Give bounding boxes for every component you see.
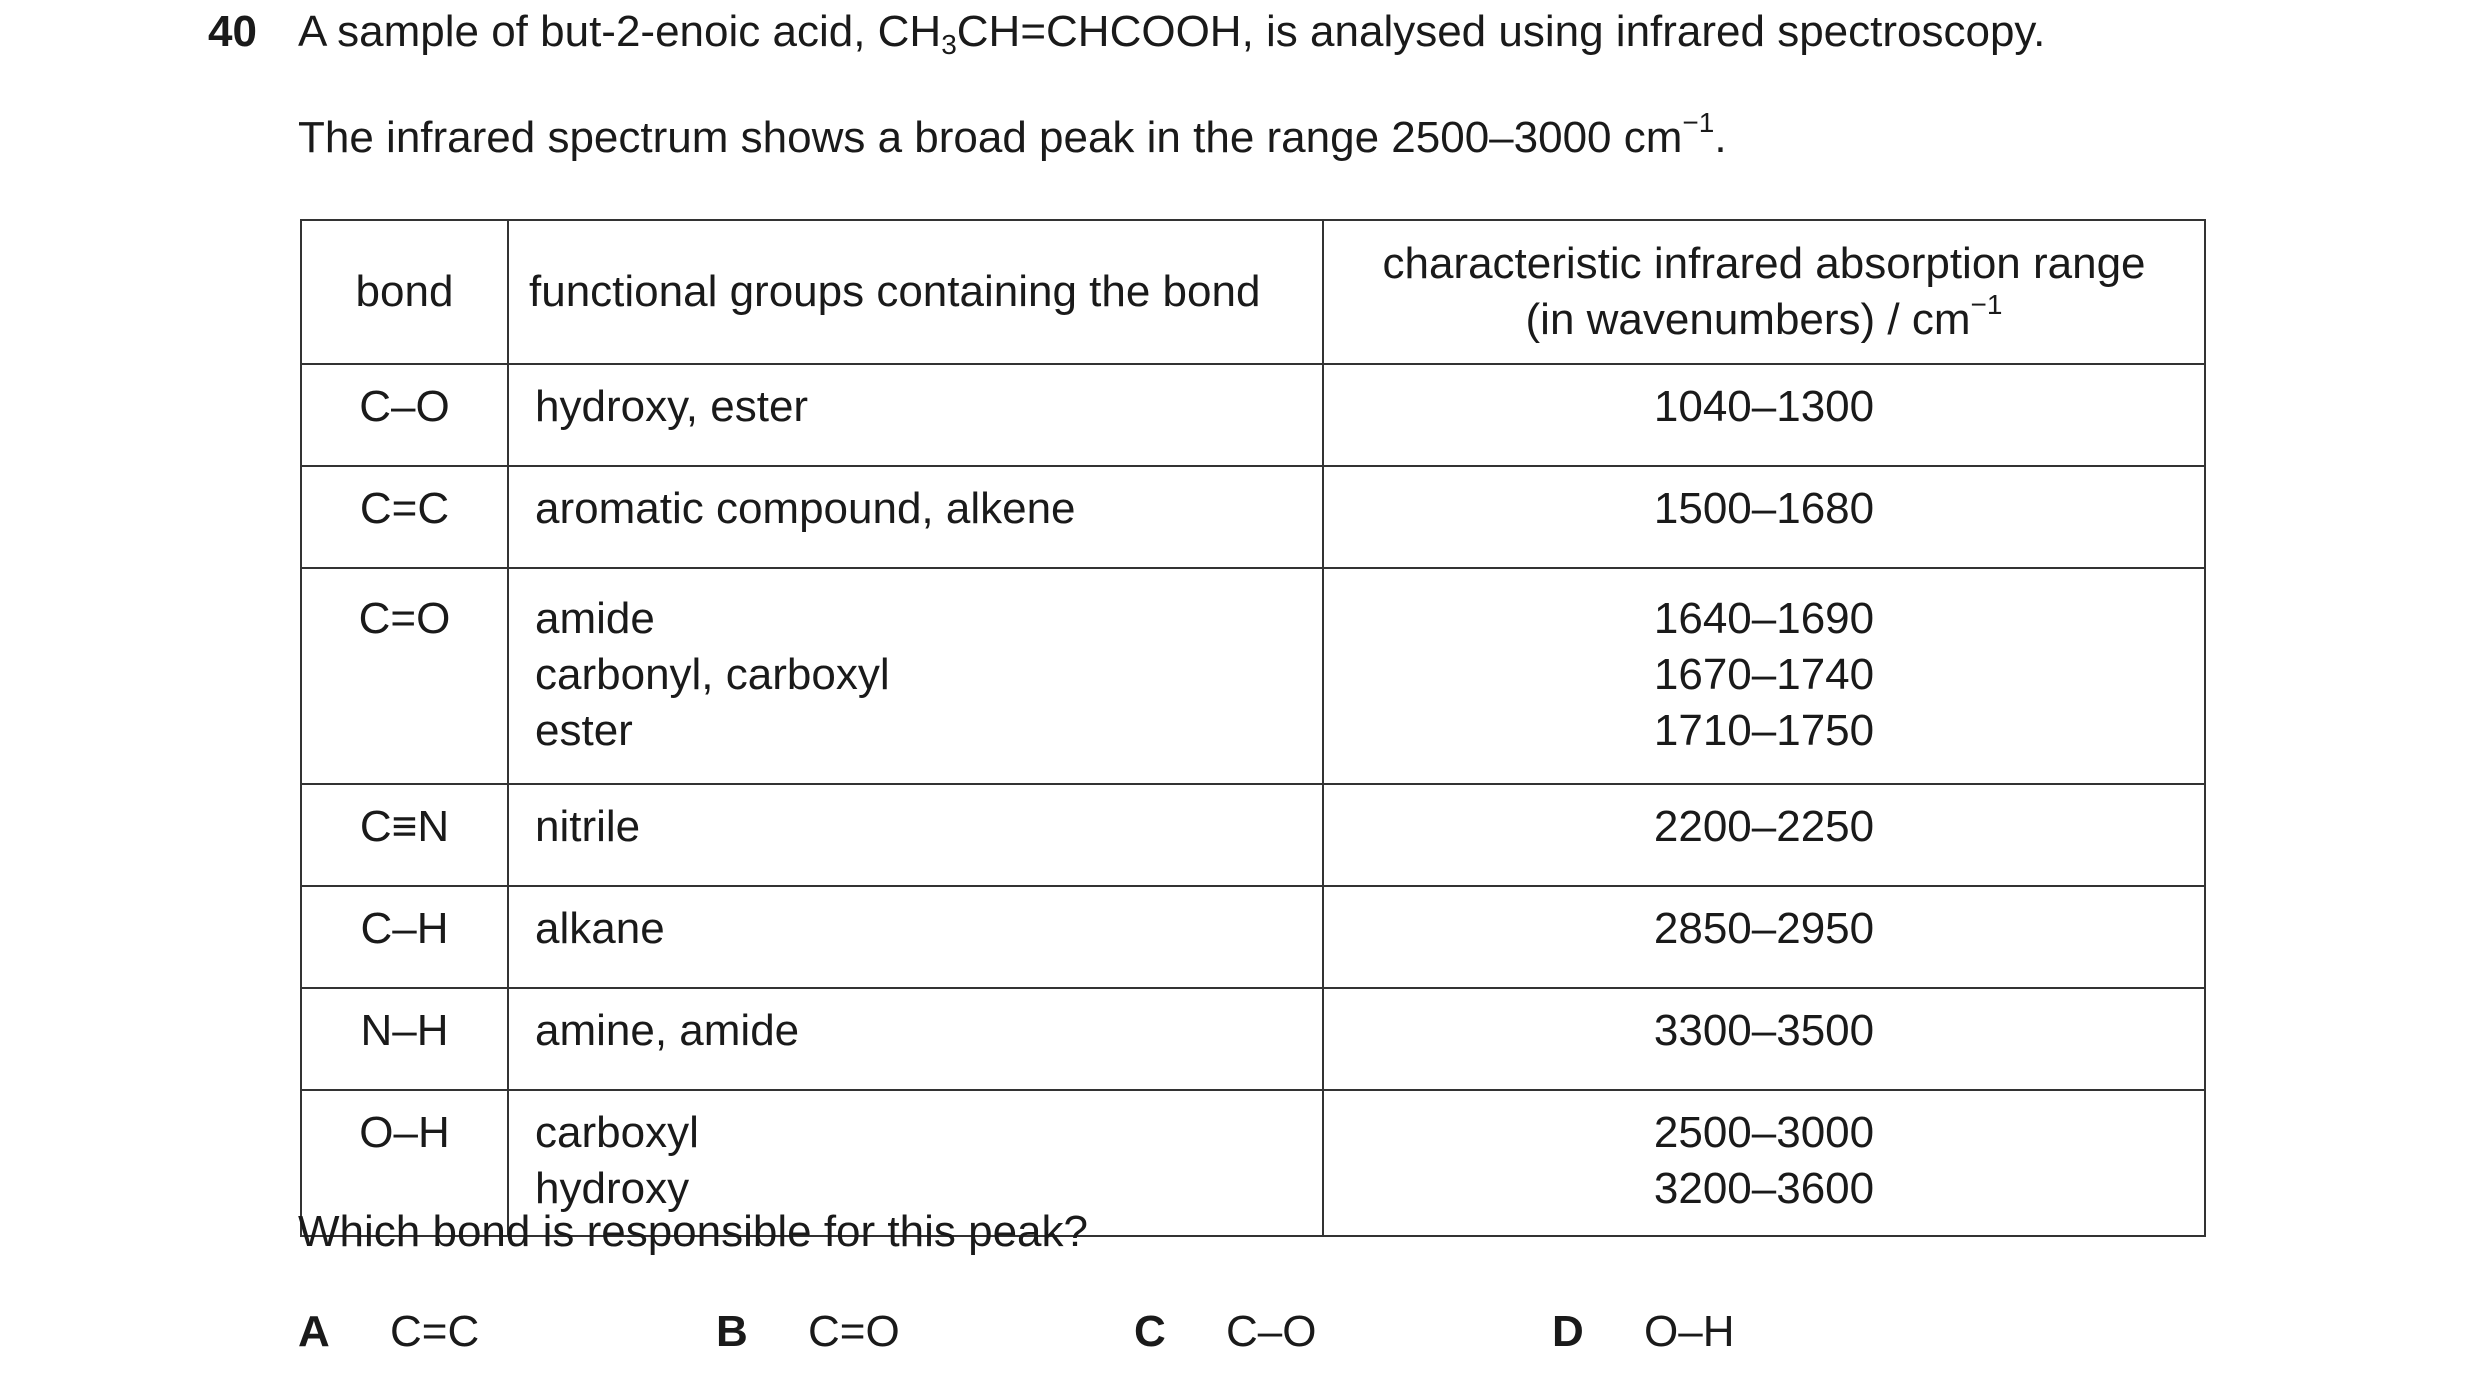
groups-cell xyxy=(508,784,1323,886)
option-text: C=O xyxy=(808,1307,900,1356)
group-item: hydroxy, ester xyxy=(535,382,809,431)
bond-cell: C≡N xyxy=(301,784,508,886)
bond-cell: O–H xyxy=(301,1090,508,1236)
option-d[interactable] xyxy=(1552,1306,1734,1358)
range-cell xyxy=(1323,784,2205,886)
table-row xyxy=(301,988,2205,1090)
question-number: 40 xyxy=(208,7,257,56)
header-bond: bond xyxy=(301,220,508,364)
table-row xyxy=(301,466,2205,568)
range-cell xyxy=(1323,1090,2205,1236)
table-row xyxy=(301,784,2205,886)
bond-cell: C–O xyxy=(301,364,508,466)
intro-text-after: CH=CHCOOH, is analysed using infrared spectroscopy. xyxy=(956,7,2046,56)
range-item: 2200–2250 xyxy=(1653,802,1875,851)
group-item: amide xyxy=(535,594,655,643)
header-range-superscript: −1 xyxy=(1970,289,2003,320)
table-header-row xyxy=(301,220,2205,364)
option-c[interactable] xyxy=(1134,1306,1316,1358)
range-item: 1670–1740 xyxy=(1653,650,1875,699)
group-item: aromatic compound, alkene xyxy=(535,484,1076,533)
header-range-units: (in wavenumbers) / cm xyxy=(1525,295,1971,344)
table-row xyxy=(301,886,2205,988)
ir-absorption-table xyxy=(300,219,2206,1237)
group-item: carboxyl xyxy=(535,1108,699,1157)
range-cell xyxy=(1323,364,2205,466)
bond-cell: C=C xyxy=(301,466,508,568)
question-prompt: Which bond is responsible for this peak? xyxy=(298,1207,1088,1256)
question-statement xyxy=(298,107,1727,164)
option-letter: A xyxy=(298,1307,330,1356)
option-b[interactable] xyxy=(716,1306,900,1358)
range-item: 1710–1750 xyxy=(1653,706,1875,755)
option-letter: C xyxy=(1134,1307,1166,1356)
statement-text: The infrared spectrum shows a broad peak in the range 2500–3000 cm xyxy=(298,113,1683,162)
group-item: hydroxy xyxy=(535,1164,690,1213)
groups-cell xyxy=(508,364,1323,466)
groups-cell xyxy=(508,988,1323,1090)
option-letter: D xyxy=(1552,1307,1584,1356)
range-cell xyxy=(1323,568,2205,784)
bond-cell: C=O xyxy=(301,568,508,784)
range-cell xyxy=(1323,886,2205,988)
table-row xyxy=(301,364,2205,466)
statement-superscript: −1 xyxy=(1682,107,1715,138)
statement-end: . xyxy=(1714,113,1727,162)
range-cell xyxy=(1323,466,2205,568)
groups-cell xyxy=(508,886,1323,988)
intro-text-before: A sample of but-2-enoic acid, CH xyxy=(298,7,942,56)
group-item: alkane xyxy=(535,904,665,953)
groups-cell xyxy=(508,568,1323,784)
group-item: nitrile xyxy=(535,802,641,851)
intro-subscript: 3 xyxy=(941,29,957,60)
group-item: amine, amide xyxy=(535,1006,800,1055)
option-a[interactable] xyxy=(298,1306,479,1358)
option-text: C=C xyxy=(390,1307,480,1356)
range-item: 1500–1680 xyxy=(1653,484,1875,533)
groups-cell xyxy=(508,466,1323,568)
header-absorption-range xyxy=(1323,220,2205,364)
group-item: ester xyxy=(535,706,633,755)
range-cell xyxy=(1323,988,2205,1090)
range-item: 3300–3500 xyxy=(1653,1006,1875,1055)
question-intro xyxy=(298,6,2045,58)
range-item: 2850–2950 xyxy=(1653,904,1875,953)
range-item: 3200–3600 xyxy=(1653,1164,1875,1213)
header-range-line2 xyxy=(1324,289,2204,348)
option-letter: B xyxy=(716,1307,748,1356)
bond-cell: N–H xyxy=(301,988,508,1090)
range-item: 1640–1690 xyxy=(1653,594,1875,643)
range-item: 1040–1300 xyxy=(1653,382,1875,431)
group-item: carbonyl, carboxyl xyxy=(535,650,890,699)
table-row xyxy=(301,568,2205,784)
header-range-line1: characteristic infrared absorption range xyxy=(1382,239,2146,288)
option-text: C–O xyxy=(1226,1307,1317,1356)
range-item: 2500–3000 xyxy=(1653,1108,1875,1157)
option-text: O–H xyxy=(1644,1307,1735,1356)
bond-cell: C–H xyxy=(301,886,508,988)
header-functional-groups: functional groups containing the bond xyxy=(508,220,1323,364)
